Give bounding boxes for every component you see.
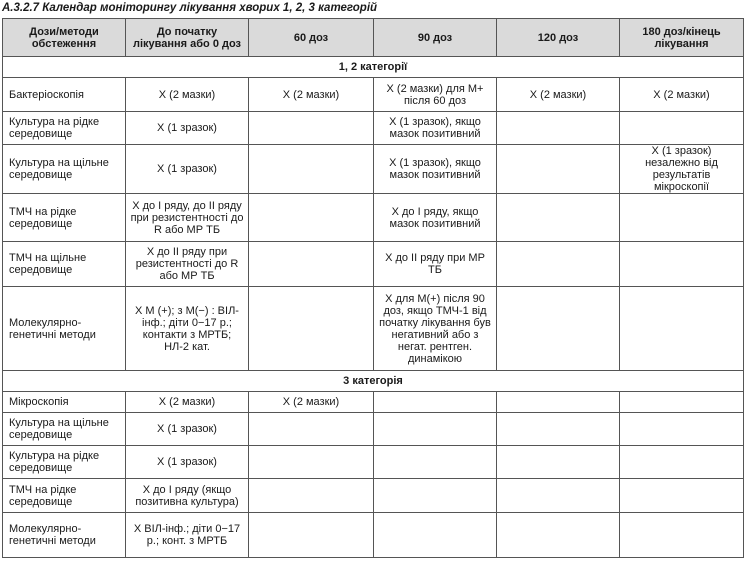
cell xyxy=(249,287,374,371)
header-row xyxy=(3,19,744,57)
cell xyxy=(374,392,497,413)
cell xyxy=(620,242,744,287)
cell xyxy=(249,513,374,558)
cell: Х до І ряду (якщо позитивна культура) xyxy=(126,479,249,513)
cell: ТМЧ на рідке середовище xyxy=(3,194,126,242)
cell xyxy=(620,392,744,413)
cell: Х (1 зразок) xyxy=(126,446,249,479)
header-baseline: До початку лікування або 0 доз xyxy=(126,19,249,57)
cell: Х (2 мазки) xyxy=(126,392,249,413)
section-row xyxy=(3,371,744,392)
cell xyxy=(497,479,620,513)
cell: Х (1 зразок) xyxy=(126,413,249,446)
cell xyxy=(249,194,374,242)
table-row xyxy=(3,287,744,371)
table-title: А.3.2.7 Календар моніторингу лікування хворих 1, 2, 3 категорій xyxy=(2,2,378,14)
cell xyxy=(620,287,744,371)
cell xyxy=(620,194,744,242)
cell xyxy=(620,479,744,513)
cell xyxy=(249,145,374,194)
header-90-doses: 90 доз xyxy=(374,19,497,57)
cell xyxy=(374,446,497,479)
table-row xyxy=(3,479,744,513)
cell: Х (2 мазки) xyxy=(126,78,249,112)
cell: Молекулярно-генетичні методи xyxy=(3,513,126,558)
cell xyxy=(620,513,744,558)
cell xyxy=(497,287,620,371)
table-row xyxy=(3,446,744,479)
cell xyxy=(497,413,620,446)
cell xyxy=(620,112,744,145)
cell: Х ВІЛ-інф.; діти 0−17 р.; конт. з МРТБ xyxy=(126,513,249,558)
cell: Х (2 мазки) xyxy=(497,78,620,112)
header-180-doses: 180 доз/кінець лікування xyxy=(620,19,744,57)
cell xyxy=(374,413,497,446)
cell: Х (1 зразок), якщо мазок позитивний xyxy=(374,145,497,194)
cell: Молекулярно-генетичні методи xyxy=(3,287,126,371)
cell xyxy=(497,112,620,145)
section-row xyxy=(3,57,744,78)
table-row xyxy=(3,112,744,145)
cell xyxy=(497,145,620,194)
cell: Х (1 зразок) незалежно від результатів мікроскопії xyxy=(620,145,744,194)
cell: Культура на щільне середовище xyxy=(3,145,126,194)
cell: Культура на щільне середовище xyxy=(3,413,126,446)
cell xyxy=(497,513,620,558)
table-row xyxy=(3,242,744,287)
cell: Культура на рідке середовище xyxy=(3,446,126,479)
table-row xyxy=(3,78,744,112)
cell: Х (1 зразок) xyxy=(126,145,249,194)
cell xyxy=(374,479,497,513)
cell xyxy=(497,194,620,242)
cell: Х (1 зразок) xyxy=(126,112,249,145)
cell xyxy=(497,392,620,413)
monitoring-table xyxy=(2,18,744,558)
cell xyxy=(249,413,374,446)
header-methods: Дози/методи обстеження xyxy=(3,19,126,57)
cell xyxy=(620,446,744,479)
cell: Х (2 мазки) xyxy=(249,392,374,413)
cell: Х (2 мазки) xyxy=(249,78,374,112)
cell: Х для М(+) після 90 доз, якщо ТМЧ-1 від початку лікування був негативний або з негат. рентген. динамікою xyxy=(374,287,497,371)
cell: Бактеріоскопія xyxy=(3,78,126,112)
cell: ТМЧ на щільне середовище xyxy=(3,242,126,287)
table-row xyxy=(3,413,744,446)
cell: Х до І ряду, якщо мазок позитивний xyxy=(374,194,497,242)
cell: ТМЧ на рідке середовище xyxy=(3,479,126,513)
cell: Х (1 зразок), якщо мазок позитивний xyxy=(374,112,497,145)
cell xyxy=(249,112,374,145)
cell: Х (2 мазки) xyxy=(620,78,744,112)
cell: Х М (+); з М(−) : ВІЛ-інф.; діти 0−17 р.; контакти з МРТБ; НЛ-2 кат. xyxy=(126,287,249,371)
cell: Х до І ряду, до ІІ ряду при резистентності до R або МР ТБ xyxy=(126,194,249,242)
cell xyxy=(249,446,374,479)
cell xyxy=(497,446,620,479)
header-120-doses: 120 доз xyxy=(497,19,620,57)
cell xyxy=(249,242,374,287)
cell: Х до ІІ ряду при МР ТБ xyxy=(374,242,497,287)
section-label: 1, 2 категорії xyxy=(3,57,744,78)
cell xyxy=(249,479,374,513)
cell: Х (2 мазки) для М+ після 60 доз xyxy=(374,78,497,112)
cell xyxy=(374,513,497,558)
cell: Культура на рідке середовище xyxy=(3,112,126,145)
cell: Х до ІІ ряду при резистентності до R або МР ТБ xyxy=(126,242,249,287)
cell xyxy=(620,413,744,446)
table-row xyxy=(3,145,744,194)
table-row xyxy=(3,392,744,413)
table-row xyxy=(3,194,744,242)
cell: Мікроскопія xyxy=(3,392,126,413)
table-row xyxy=(3,513,744,558)
cell xyxy=(497,242,620,287)
section-label: 3 категорія xyxy=(3,371,744,392)
header-60-doses: 60 доз xyxy=(249,19,374,57)
